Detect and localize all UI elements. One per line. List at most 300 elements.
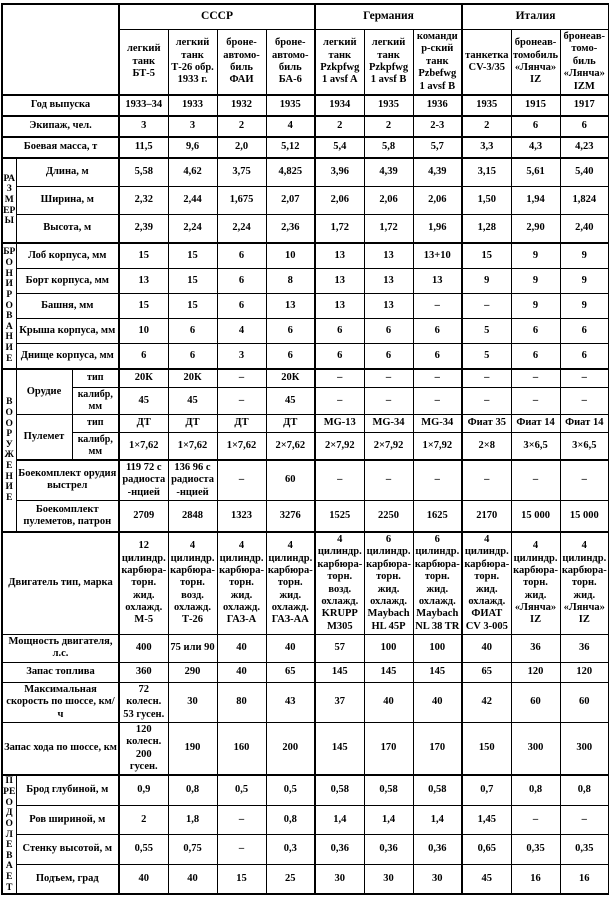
- cell: 2×7,92: [364, 432, 413, 460]
- cell: 1625: [413, 501, 462, 533]
- cell: 15: [168, 268, 217, 293]
- table-row: [2, 805, 609, 834]
- cell: 1935: [266, 95, 315, 116]
- cell: 30: [364, 864, 413, 894]
- cell: 5,61: [511, 158, 560, 187]
- row-label: Высота, м: [16, 214, 119, 243]
- cell: 0,55: [119, 835, 168, 864]
- vehicle-comparison-table: [1, 3, 609, 895]
- cell: 13: [266, 293, 315, 318]
- cell: 6: [511, 343, 560, 369]
- cell: 2,39: [119, 214, 168, 243]
- cell: 11,5: [119, 137, 168, 158]
- cell: 1×7,92: [413, 432, 462, 460]
- cell: 5: [462, 318, 511, 343]
- cell: 40: [462, 635, 511, 663]
- cell: –: [560, 387, 609, 414]
- cell: 3,96: [315, 158, 364, 187]
- cell: 100: [413, 635, 462, 663]
- cell: 37: [315, 682, 364, 722]
- cell: 5,8: [364, 137, 413, 158]
- cell: –: [364, 369, 413, 388]
- cell: 15: [168, 293, 217, 318]
- cell: 0,7: [462, 775, 511, 805]
- table-row: [2, 635, 609, 663]
- cell: ДТ: [168, 414, 217, 432]
- row-label: Башня, мм: [16, 293, 119, 318]
- cell: 1934: [315, 95, 364, 116]
- cell: 13: [364, 268, 413, 293]
- cell: 6: [217, 268, 266, 293]
- cell: 43: [266, 682, 315, 722]
- table-row: [2, 318, 609, 343]
- cell: 9: [560, 268, 609, 293]
- cell: 5,7: [413, 137, 462, 158]
- cell: 1,824: [560, 186, 609, 214]
- cell: 5,4: [315, 137, 364, 158]
- cell: 3: [217, 343, 266, 369]
- cell: 13+10: [413, 243, 462, 269]
- cell: 40: [168, 864, 217, 894]
- cell: 4,3: [511, 137, 560, 158]
- cell: 8: [266, 268, 315, 293]
- cell: 4,39: [364, 158, 413, 187]
- cell: 9: [560, 293, 609, 318]
- cell: 30: [168, 682, 217, 722]
- cell: 2,0: [217, 137, 266, 158]
- cell: 6: [266, 318, 315, 343]
- column-header-fai: броне-автомо-биль ФАИ: [217, 30, 266, 95]
- table-row: [2, 662, 609, 682]
- cell: 0,58: [315, 775, 364, 805]
- cell: 150: [462, 722, 511, 775]
- cell: 1,675: [217, 186, 266, 214]
- cell: 13: [315, 293, 364, 318]
- cell: 170: [413, 722, 462, 775]
- row-group-label: Орудие: [16, 369, 72, 415]
- row-label: Год выпуска: [2, 95, 119, 116]
- cell: 2×7,62: [266, 432, 315, 460]
- cell: 1,94: [511, 186, 560, 214]
- cell: 200: [266, 722, 315, 775]
- cell: 2170: [462, 501, 511, 533]
- cell: –: [560, 805, 609, 834]
- table-row: [2, 293, 609, 318]
- cell: 4: [266, 116, 315, 137]
- table-row: [2, 432, 609, 460]
- table-header: [2, 4, 609, 95]
- table-row: [2, 414, 609, 432]
- cell: 0,65: [462, 835, 511, 864]
- cell: 20К: [119, 369, 168, 388]
- cell: –: [511, 805, 560, 834]
- cell: 15 000: [560, 501, 609, 533]
- cell: MG-13: [315, 414, 364, 432]
- table-body: [2, 95, 609, 894]
- cell: 60: [511, 682, 560, 722]
- cell: 2,90: [511, 214, 560, 243]
- column-header-pz1a: легкий танк Pzkpfwg 1 avsf A: [315, 30, 364, 95]
- cell: 4 цилиндр. карбюра-торн. возд. охлажд. KRUPP M305: [315, 532, 364, 635]
- cell: 2×7,92: [315, 432, 364, 460]
- table-row: [2, 343, 609, 369]
- section-label: БРОНИРОВАНИЕ: [2, 243, 16, 369]
- cell: 2: [364, 116, 413, 137]
- cell: 145: [364, 662, 413, 682]
- cell: 4: [217, 318, 266, 343]
- cell: 145: [413, 662, 462, 682]
- row-label: Боекомплект пулеметов, патрон: [16, 501, 119, 533]
- cell: 4,825: [266, 158, 315, 187]
- cell: 1,4: [364, 805, 413, 834]
- cell: 2709: [119, 501, 168, 533]
- table-row: [2, 369, 609, 388]
- corner-cell: [2, 4, 119, 95]
- cell: 4 цилиндр. карбюра-торн. жид. охлажд. ГАЗ-А: [217, 532, 266, 635]
- cell: 15: [217, 864, 266, 894]
- table-row: [2, 214, 609, 243]
- row-label: Длина, м: [16, 158, 119, 187]
- cell: 1,72: [315, 214, 364, 243]
- cell: 6: [560, 318, 609, 343]
- cell: 40: [119, 864, 168, 894]
- column-header-ba6: броне-автомо-биль БА-6: [266, 30, 315, 95]
- cell: 12 цилиндр. карбюра-торн. жид. охлажд. М-5: [119, 532, 168, 635]
- cell: 15: [168, 243, 217, 269]
- cell: 2-3: [413, 116, 462, 137]
- cell: –: [462, 460, 511, 501]
- cell: 1933: [168, 95, 217, 116]
- cell: ДТ: [266, 414, 315, 432]
- cell: 360: [119, 662, 168, 682]
- cell: 0,58: [413, 775, 462, 805]
- cell: 0,9: [119, 775, 168, 805]
- cell: 6: [511, 318, 560, 343]
- cell: 6: [413, 343, 462, 369]
- cell: 13: [315, 268, 364, 293]
- cell: 15: [119, 293, 168, 318]
- cell: 2,06: [315, 186, 364, 214]
- cell: 3: [119, 116, 168, 137]
- cell: 145: [315, 662, 364, 682]
- cell: 4 цилиндр. карбюра-торн. жид. охлажд. ФИАТ CV 3-005: [462, 532, 511, 635]
- cell: 45: [266, 387, 315, 414]
- cell: 6: [560, 343, 609, 369]
- cell: 1,28: [462, 214, 511, 243]
- table-row: [2, 722, 609, 775]
- cell: 0,36: [364, 835, 413, 864]
- cell: –: [315, 460, 364, 501]
- cell: –: [511, 369, 560, 388]
- cell: 0,8: [511, 775, 560, 805]
- country-header-germany: Германия: [315, 4, 462, 30]
- cell: 6: [217, 243, 266, 269]
- cell: 13: [364, 243, 413, 269]
- cell: 136 96 с радиоста-нцией: [168, 460, 217, 501]
- cell: 300: [560, 722, 609, 775]
- row-label: Ширина, м: [16, 186, 119, 214]
- cell: 1915: [511, 95, 560, 116]
- row-group-label: Пулемет: [16, 414, 72, 460]
- cell: 1932: [217, 95, 266, 116]
- cell: 3,15: [462, 158, 511, 187]
- cell: –: [462, 293, 511, 318]
- cell: 6: [217, 293, 266, 318]
- cell: 2×8: [462, 432, 511, 460]
- cell: MG-34: [413, 414, 462, 432]
- cell: 60: [560, 682, 609, 722]
- cell: 1,96: [413, 214, 462, 243]
- cell: 15: [119, 243, 168, 269]
- cell: 1935: [364, 95, 413, 116]
- cell: –: [315, 369, 364, 388]
- cell: 16: [511, 864, 560, 894]
- cell: 9: [560, 243, 609, 269]
- cell: 6: [560, 116, 609, 137]
- cell: Фиат 14: [511, 414, 560, 432]
- table-row: [2, 95, 609, 116]
- section-label: РАЗМЕРЫ: [2, 158, 16, 243]
- cell: 3,75: [217, 158, 266, 187]
- cell: MG-34: [364, 414, 413, 432]
- cell: –: [413, 369, 462, 388]
- row-label: Стенку высотой, м: [16, 835, 119, 864]
- cell: 9,6: [168, 137, 217, 158]
- cell: 5,40: [560, 158, 609, 187]
- column-header-lancia-izm: бронеав-томо-биль «Лянча» IZM: [560, 30, 609, 95]
- cell: 1,72: [364, 214, 413, 243]
- cell: 6: [364, 343, 413, 369]
- cell: –: [511, 460, 560, 501]
- cell: 1,45: [462, 805, 511, 834]
- cell: 1,4: [315, 805, 364, 834]
- cell: 0,36: [413, 835, 462, 864]
- cell: 2,32: [119, 186, 168, 214]
- cell: 36: [511, 635, 560, 663]
- cell: 4,39: [413, 158, 462, 187]
- cell: 57: [315, 635, 364, 663]
- cell: 30: [413, 864, 462, 894]
- cell: 290: [168, 662, 217, 682]
- cell: 80: [217, 682, 266, 722]
- cell: 9: [511, 268, 560, 293]
- cell: 2250: [364, 501, 413, 533]
- cell: 1×7,62: [119, 432, 168, 460]
- cell: –: [560, 460, 609, 501]
- cell: 0,8: [266, 805, 315, 834]
- cell: –: [413, 460, 462, 501]
- row-sublabel: калибр, мм: [72, 387, 119, 414]
- cell: 6: [315, 343, 364, 369]
- cell: 15: [462, 243, 511, 269]
- cell: 5,58: [119, 158, 168, 187]
- table-row: [2, 835, 609, 864]
- cell: 4,23: [560, 137, 609, 158]
- column-header-bt5: легкий танк БТ-5: [119, 30, 168, 95]
- cell: 20К: [168, 369, 217, 388]
- row-label: Борт корпуса, мм: [16, 268, 119, 293]
- cell: 0,8: [560, 775, 609, 805]
- cell: 3: [168, 116, 217, 137]
- cell: 1935: [462, 95, 511, 116]
- cell: 40: [364, 682, 413, 722]
- cell: 1×7,62: [217, 432, 266, 460]
- cell: 1525: [315, 501, 364, 533]
- cell: 72 колесн. 53 гусен.: [119, 682, 168, 722]
- cell: –: [364, 387, 413, 414]
- cell: 3×6,5: [511, 432, 560, 460]
- cell: 30: [315, 864, 364, 894]
- cell: –: [560, 369, 609, 388]
- cell: 3276: [266, 501, 315, 533]
- cell: 6: [266, 343, 315, 369]
- column-header-pz1b: легкий танк Pzkpfwg 1 avsf B: [364, 30, 413, 95]
- country-header-row: [2, 4, 609, 30]
- cell: 1×7,62: [168, 432, 217, 460]
- cell: 170: [364, 722, 413, 775]
- cell: 40: [217, 635, 266, 663]
- cell: 45: [119, 387, 168, 414]
- column-header-cv335: танкетка CV-3/35: [462, 30, 511, 95]
- cell: –: [315, 387, 364, 414]
- cell: 1917: [560, 95, 609, 116]
- cell: 6: [168, 318, 217, 343]
- column-header-t26: легкий танк Т-26 обр. 1933 г.: [168, 30, 217, 95]
- cell: 0,3: [266, 835, 315, 864]
- cell: 40: [413, 682, 462, 722]
- cell: 65: [266, 662, 315, 682]
- row-label: Подъем, град: [16, 864, 119, 894]
- cell: 2,44: [168, 186, 217, 214]
- cell: 6 цилиндр. карбюра-торн. жид. охлажд. Maybach HL 45P: [364, 532, 413, 635]
- cell: ДТ: [217, 414, 266, 432]
- row-label: Мощность двигателя, л.с.: [2, 635, 119, 663]
- cell: 190: [168, 722, 217, 775]
- cell: 5: [462, 343, 511, 369]
- cell: Фиат 35: [462, 414, 511, 432]
- row-label: Экипаж, чел.: [2, 116, 119, 137]
- cell: 13: [119, 268, 168, 293]
- table-row: [2, 682, 609, 722]
- cell: 4 цилиндр. карбюра-торн. возд. охлажд. Т-26: [168, 532, 217, 635]
- cell: 119 72 с радиоста-нцией: [119, 460, 168, 501]
- table-row: [2, 243, 609, 269]
- table-row: [2, 158, 609, 187]
- cell: 120: [511, 662, 560, 682]
- cell: 120: [560, 662, 609, 682]
- row-label: Ров шириной, м: [16, 805, 119, 834]
- row-label: Запас топлива: [2, 662, 119, 682]
- cell: 0,35: [560, 835, 609, 864]
- table-row: [2, 116, 609, 137]
- cell: 2,07: [266, 186, 315, 214]
- table-row: [2, 864, 609, 894]
- cell: 0,35: [511, 835, 560, 864]
- cell: 60: [266, 460, 315, 501]
- cell: 120 колесн. 200 гусен.: [119, 722, 168, 775]
- cell: 145: [315, 722, 364, 775]
- table-row: [2, 501, 609, 533]
- row-label: Боевая масса, т: [2, 137, 119, 158]
- row-label: Запас хода по шоссе, км: [2, 722, 119, 775]
- row-sublabel: тип: [72, 369, 119, 388]
- cell: 2,24: [168, 214, 217, 243]
- cell: 6: [364, 318, 413, 343]
- cell: 2: [315, 116, 364, 137]
- row-label: Лоб корпуса, мм: [16, 243, 119, 269]
- cell: 0,75: [168, 835, 217, 864]
- cell: 2848: [168, 501, 217, 533]
- cell: –: [217, 387, 266, 414]
- cell: ДТ: [119, 414, 168, 432]
- cell: 1,50: [462, 186, 511, 214]
- row-sublabel: калибр, мм: [72, 432, 119, 460]
- cell: 0,5: [217, 775, 266, 805]
- cell: 1936: [413, 95, 462, 116]
- cell: –: [217, 835, 266, 864]
- cell: –: [462, 369, 511, 388]
- cell: 45: [168, 387, 217, 414]
- cell: 9: [462, 268, 511, 293]
- cell: 100: [364, 635, 413, 663]
- cell: 2: [119, 805, 168, 834]
- cell: 2: [217, 116, 266, 137]
- row-label: Крыша корпуса, мм: [16, 318, 119, 343]
- cell: 9: [511, 243, 560, 269]
- cell: –: [462, 387, 511, 414]
- row-label: Двигатель тип, марка: [2, 532, 119, 635]
- cell: 0,58: [364, 775, 413, 805]
- country-header-ussr: СССР: [119, 4, 315, 30]
- cell: 40: [217, 662, 266, 682]
- cell: 25: [266, 864, 315, 894]
- row-label: Максимальная скорость по шоссе, км/ч: [2, 682, 119, 722]
- cell: 4,62: [168, 158, 217, 187]
- cell: 300: [511, 722, 560, 775]
- cell: 10: [266, 243, 315, 269]
- cell: 65: [462, 662, 511, 682]
- cell: 13: [364, 293, 413, 318]
- cell: 4 цилиндр. карбюра-торн. жид. «Лянча» IZ: [511, 532, 560, 635]
- cell: Фиат 14: [560, 414, 609, 432]
- section-label: ВООРУЖЕНИЕ: [2, 369, 16, 532]
- cell: 3×6,5: [560, 432, 609, 460]
- cell: 2: [462, 116, 511, 137]
- cell: –: [511, 387, 560, 414]
- table-row: [2, 460, 609, 501]
- cell: 6: [168, 343, 217, 369]
- cell: 3,3: [462, 137, 511, 158]
- row-label: Брод глубиной, м: [16, 775, 119, 805]
- cell: 45: [462, 864, 511, 894]
- cell: 6: [413, 318, 462, 343]
- cell: –: [217, 805, 266, 834]
- cell: 400: [119, 635, 168, 663]
- cell: –: [413, 387, 462, 414]
- cell: 2,06: [413, 186, 462, 214]
- cell: 42: [462, 682, 511, 722]
- column-header-lancia-iz: бронеав-томобиль «Лянча» IZ: [511, 30, 560, 95]
- cell: 1,4: [413, 805, 462, 834]
- row-label: Днище корпуса, мм: [16, 343, 119, 369]
- cell: 75 или 90: [168, 635, 217, 663]
- table-row: [2, 387, 609, 414]
- cell: 36: [560, 635, 609, 663]
- cell: 1933–34: [119, 95, 168, 116]
- cell: 6: [119, 343, 168, 369]
- table-row: [2, 137, 609, 158]
- column-header-pzbef: командир-ский танк Pzbefwg 1 avsf B: [413, 30, 462, 95]
